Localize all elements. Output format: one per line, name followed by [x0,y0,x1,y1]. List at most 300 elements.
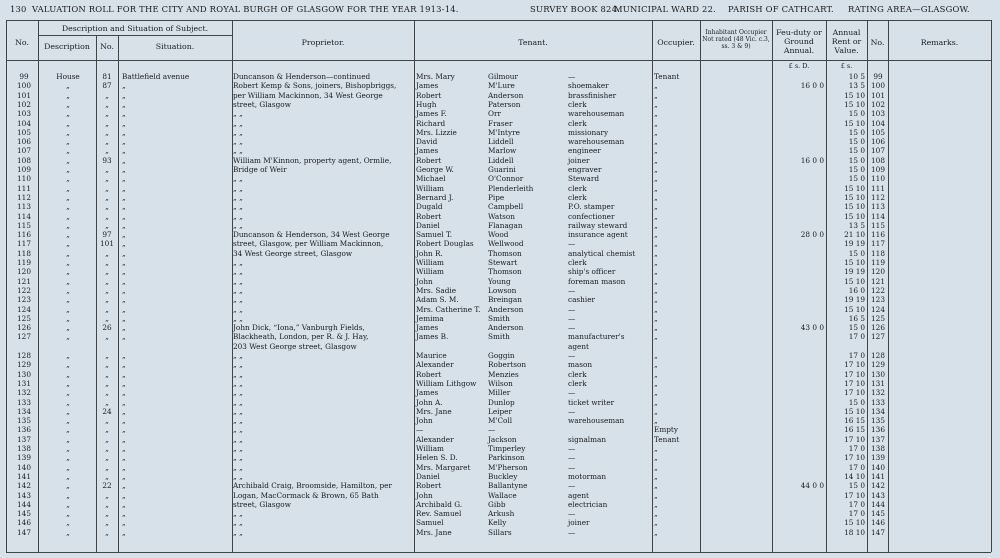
cell-no2: 147 [871,527,885,537]
cell-no: 109 [17,165,31,174]
cell-no: 117 [17,239,31,249]
table-row [0,193,1000,202]
cell-desc: „ [66,230,70,240]
cell-prop: „ „ [233,462,243,472]
cell-desc: „ [66,453,70,463]
cell-rent: 17 0 [848,351,865,360]
table-row [0,379,1000,388]
cell-no: 137 [17,434,31,444]
cell-occ: warehouseman [568,109,625,119]
table-row [0,360,1000,369]
cell-occ: ticket writer [568,397,615,407]
cell-prop: Duncanson & Henderson, 34 West George [233,230,390,240]
cell-prop: „ „ [233,527,243,537]
cell-occupier: „ [654,490,658,500]
cell-tlast: Arkush [488,509,515,519]
cell-sit: „ [122,295,126,305]
cell-no: 119 [17,258,31,267]
cell-no2: 133 [871,397,885,407]
cell-occupier: „ [654,192,658,202]
cell-tfirst: Robert [416,211,442,221]
cell-feu: 43 0 0 [800,323,824,333]
cell-occ: — [568,453,576,463]
cell-sit: „ [122,230,126,240]
table-row [0,407,1000,416]
cell-rent: 15 10 [844,202,865,212]
cell-occupier: „ [654,397,658,407]
cell-desc: „ [66,499,70,509]
cell-no: 136 [17,425,31,435]
cell-no2: 146 [871,518,885,528]
cell-prop: „ „ [233,118,243,128]
cell-desc: „ [66,211,70,221]
cell-occupier: „ [654,378,658,388]
cell-sit: „ [122,490,126,500]
cell-tlast: Flanagan [488,220,523,230]
cell-desc: „ [66,369,70,379]
cell-prop: „ „ [233,453,243,463]
cell-occupier: „ [654,109,658,119]
cell-no: 106 [17,137,31,147]
cell-prop: „ „ [233,425,243,435]
cell-sit: „ [122,202,126,212]
cell-no: 143 [17,490,31,500]
cell-tfirst: John R. [416,248,443,258]
table-row [0,100,1000,109]
cell-num: „ [105,127,109,137]
table-row [0,128,1000,137]
cell-no2: 109 [871,165,885,174]
rating-area: RATING AREA—GLASGOW. [848,4,970,14]
cell-tfirst: James [416,146,439,156]
cell-rent: 17 10 [844,369,865,379]
cell-no: 115 [17,220,31,230]
cell-prop: William M'Kinnon, property agent, Ormlie, [233,155,392,165]
municipal-ward: MUNICIPAL WARD 22. [614,4,716,14]
cell-sit: „ [122,425,126,435]
cell-occupier: „ [654,406,658,416]
cell-rent: 10 5 [848,72,865,81]
cell-num: „ [105,285,109,295]
cell-tlast: Gilmour [488,72,518,81]
cell-prop: „ „ [233,351,243,360]
table-row [0,444,1000,453]
cell-sit: „ [122,416,126,426]
cell-tfirst: Robert Douglas [416,239,474,249]
table-row [0,388,1000,397]
cell-tlast: Wood [488,230,509,240]
cell-occupier: „ [654,518,658,528]
cell-no: 105 [17,127,31,137]
cell-occupier: „ [654,527,658,537]
cell-prop: per William Mackinnon, 34 West George [233,90,383,100]
cell-occupier: „ [654,351,658,360]
cell-occ: foreman mason [568,276,626,286]
cell-desc: „ [66,285,70,295]
cell-tfirst: David [416,137,438,147]
cell-tlast: Thomson [488,248,522,258]
cell-occ: joiner [568,155,590,165]
cell-occ: analytical chemist [568,248,636,258]
cell-num: 24 [102,406,112,416]
cell-tlast: M'Pherson [488,462,528,472]
cell-tfirst: Dugald [416,202,443,212]
cell-sit: „ [122,332,126,342]
cell-num: „ [105,444,109,453]
cell-no: 118 [17,248,31,258]
cell-occupier: „ [654,304,658,314]
cell-tlast: M'Coll [488,416,513,426]
cell-sit: „ [122,118,126,128]
cell-occupier: „ [654,471,658,481]
cell-prop: „ „ [233,258,243,267]
cell-tlast: Miller [488,388,511,398]
cell-rent: 15 10 [844,276,865,286]
cell-tfirst: — [416,425,424,435]
cell-tfirst: Helen S. D. [416,453,458,463]
table-row [0,518,1000,527]
cell-rent: 17 10 [844,378,865,388]
cell-sit: „ [122,304,126,314]
cell-occ: motorman [568,471,607,481]
cell-sit: „ [122,360,126,370]
col-tenant: Tenant. [518,38,548,47]
cell-tlast: Anderson [488,90,524,100]
cell-desc: „ [66,360,70,370]
cell-occupier: „ [654,211,658,221]
cell-occ: Steward [568,174,600,184]
cell-no2: 122 [871,285,885,295]
cell-desc: „ [66,509,70,519]
cell-occ: warehouseman [568,137,625,147]
cell-tlast: Parkinson [488,453,525,463]
cell-occ: railway steward [568,220,628,230]
cell-no: 103 [17,109,31,119]
cell-sit: „ [122,109,126,119]
cell-rent: 16 15 [844,416,865,426]
cell-num: „ [105,369,109,379]
cell-sit: „ [122,378,126,388]
cell-occ: electrician [568,499,608,509]
cell-tfirst: Jemima [416,313,444,323]
cell-prop: 34 West George street, Glasgow [233,248,353,258]
cell-prop: „ „ [233,109,243,119]
cell-no2: 144 [871,499,885,509]
cell-sit: „ [122,174,126,184]
cell-tlast: Orr [488,109,501,119]
cell-sit: „ [122,137,126,147]
cell-tfirst: James [416,388,439,398]
cell-num: „ [105,174,109,184]
cell-prop: „ „ [233,434,243,444]
cell-prop: Blackheath, London, per R. & J. Hay, [233,332,369,342]
cell-desc: „ [66,295,70,305]
table-row [0,370,1000,379]
cell-occ: clerk [568,99,587,109]
cell-tlast: Young [488,276,511,286]
cell-no: 146 [17,518,31,528]
cell-tlast: Anderson [488,323,524,333]
cell-tfirst: Robert [416,369,442,379]
cell-prop: „ „ [233,509,243,519]
cell-no2: 100 [871,81,885,91]
cell-num: „ [105,388,109,398]
cell-feu: 44 0 0 [800,481,824,491]
cell-feu: 28 0 0 [800,230,824,240]
col-feuduty: Feu-duty or Ground Annual. [776,28,822,55]
cell-no: 126 [17,323,31,333]
cell-num: „ [105,304,109,314]
cell-no: 138 [17,444,31,453]
page-header [10,4,990,18]
cell-occ: — [568,72,576,81]
cell-rent: 19 19 [844,239,865,249]
cell-occ: — [568,406,576,416]
cell-rent: 15 0 [848,174,865,184]
cell-prop: „ „ [233,378,243,388]
roll-title: VALUATION ROLL FOR THE CITY AND ROYAL BURGH OF GLASGOW FOR THE YEAR 1913-14. [32,4,459,14]
cell-tfirst: William [416,444,444,453]
cell-tlast: Ballantyne [488,481,528,491]
cell-prop: „ „ [233,444,243,453]
cell-tlast: Fraser [488,118,513,128]
cell-rent: 15 0 [848,137,865,147]
table-row [0,109,1000,118]
cell-no: 114 [17,211,31,221]
cell-occupier: „ [654,481,658,491]
cell-no: 100 [17,81,31,91]
cell-tlast: Stewart [488,258,518,267]
cell-occupier: „ [654,453,658,463]
cell-no: 124 [17,304,31,314]
table-row [0,258,1000,267]
cell-prop: „ „ [233,406,243,416]
cell-no: 116 [17,230,31,240]
cell-no2: 141 [871,471,885,481]
cell-no2: 115 [871,220,885,230]
cell-num: „ [105,471,109,481]
cell-occupier: „ [654,499,658,509]
cell-occ: cashier [568,295,596,305]
cell-rent: 15 0 [848,146,865,156]
cell-occupier: „ [654,313,658,323]
cell-tfirst: Mrs. Margaret [416,462,471,472]
cell-occ: clerk [568,183,587,193]
table-row [0,165,1000,174]
cell-tlast: O'Connor [488,174,524,184]
cell-num: „ [105,425,109,435]
cell-occ: — [568,313,576,323]
table-row [0,81,1000,90]
cell-desc: „ [66,276,70,286]
cell-no2: 105 [871,127,885,137]
cell-prop: „ „ [233,192,243,202]
cell-rent: 17 0 [848,509,865,519]
cell-no2: 114 [871,211,885,221]
cell-no2: 110 [871,174,885,184]
cell-no: 121 [17,276,31,286]
cell-prop: „ „ [233,397,243,407]
cell-prop: Logan, MacCormack & Brown, 65 Bath [233,490,379,500]
cell-no2: 121 [871,276,885,286]
cell-prop: „ „ [233,369,243,379]
cell-prop: Bridge of Weir [233,165,287,174]
cell-occ: — [568,239,576,249]
cell-no: 128 [17,351,31,360]
cell-num: „ [105,527,109,537]
cell-rent: 17 0 [848,332,865,342]
cell-num: „ [105,202,109,212]
cell-rent: 15 10 [844,192,865,202]
cell-prop: „ „ [233,313,243,323]
cell-sit: „ [122,434,126,444]
cell-tfirst: Samuel [416,518,444,528]
cell-no: 133 [17,397,31,407]
cell-no2: 129 [871,360,885,370]
table-row [0,435,1000,444]
table-row [0,509,1000,518]
cell-desc: „ [66,313,70,323]
cell-rent: 18 10 [844,527,865,537]
cell-rent: 16 15 [844,425,865,435]
cell-rent: 19 19 [844,267,865,277]
cell-tlast: Smith [488,332,510,342]
cell-occupier: „ [654,81,658,91]
cell-num: 22 [102,481,112,491]
cell-occ: — [568,462,576,472]
cell-no2: 116 [871,230,885,240]
cell-rent: 16 0 [848,285,865,295]
cell-desc: „ [66,462,70,472]
cell-tfirst: John [416,490,433,500]
cell-tlast: Dunlop [488,397,515,407]
cell-occupier: „ [654,146,658,156]
cell-desc: „ [66,174,70,184]
table-row [0,425,1000,434]
cell-tlast: Thomson [488,267,522,277]
cell-tfirst: James [416,81,439,91]
cell-num: „ [105,183,109,193]
table-row [0,295,1000,304]
cell-no2: 113 [871,202,885,212]
cell-tfirst: John A. [416,397,443,407]
table-row [0,491,1000,500]
cell-occ: engineer [568,146,601,156]
cell-no: 131 [17,378,31,388]
cell-no: 102 [17,99,31,109]
cell-tfirst: Robert [416,90,442,100]
cell-sit: „ [122,471,126,481]
cell-prop: 203 West George street, Glasgow [233,341,357,351]
cell-sit: „ [122,155,126,165]
cell-tlast: Wilson [488,378,513,388]
cell-num: „ [105,453,109,463]
cell-no: 120 [17,267,31,277]
cell-tlast: Marlow [488,146,517,156]
cell-rent: 15 10 [844,304,865,314]
cell-no2: 108 [871,155,885,165]
cell-rent: 13 5 [848,220,865,230]
cell-tlast: Leiper [488,406,512,416]
table-row [0,528,1000,537]
cell-sit: „ [122,397,126,407]
cell-sit: „ [122,388,126,398]
cell-occ: clerk [568,192,587,202]
cell-occupier: „ [654,267,658,277]
cell-rent: 17 10 [844,360,865,370]
col-situation: Situation. [155,42,195,51]
cell-prop: Archibald Craig, Broomside, Hamilton, per [233,481,392,491]
cell-occupier: „ [654,360,658,370]
cell-desc: „ [66,192,70,202]
table-row [0,72,1000,81]
cell-num: „ [105,434,109,444]
cell-occupier: „ [654,323,658,333]
table-row [0,351,1000,360]
cell-desc: „ [66,202,70,212]
cell-no2: 135 [871,416,885,426]
cell-occupier: Tenant [654,72,680,81]
cell-rent: 16 5 [848,313,865,323]
cell-sit: „ [122,462,126,472]
cell-prop: „ „ [233,202,243,212]
cell-no2: 104 [871,118,885,128]
cell-desc: „ [66,239,70,249]
cell-tfirst: Adam S. M. [416,295,459,305]
col-rent-units: £ s. [840,62,853,70]
cell-tfirst: Hugh [416,99,437,109]
cell-rent: 13 5 [848,81,865,91]
cell-sit: „ [122,81,126,91]
cell-prop: street, Glasgow, per William Mackinnon, [233,239,384,249]
cell-sit: „ [122,183,126,193]
table-row [0,239,1000,248]
table-row [0,277,1000,286]
cell-tlast: Menzies [488,369,519,379]
table-row [0,146,1000,155]
cell-sit: „ [122,406,126,416]
cell-prop: Duncanson & Henderson—continued [233,72,371,81]
cell-rent: 14 10 [844,471,865,481]
cell-no2: 131 [871,378,885,388]
col-remarks: Remarks. [920,38,959,47]
cell-desc: „ [66,332,70,342]
cell-desc: House [56,72,80,81]
cell-no2: 142 [871,481,885,491]
cell-no: 144 [17,499,31,509]
cell-no2: 145 [871,509,885,519]
cell-sit: „ [122,509,126,519]
table-row [0,481,1000,490]
cell-tlast: Paterson [488,99,521,109]
cell-sit: „ [122,258,126,267]
cell-rent: 21 10 [844,230,865,240]
cell-rent: 17 10 [844,434,865,444]
cell-occupier: „ [654,90,658,100]
cell-no: 122 [17,285,31,295]
cell-no2: 137 [871,434,885,444]
cell-sit: „ [122,351,126,360]
cell-no: 130 [17,369,31,379]
cell-sit: „ [122,165,126,174]
cell-prop: „ „ [233,295,243,305]
table-row [0,221,1000,230]
table-row [0,305,1000,314]
cell-desc: „ [66,99,70,109]
cell-no2: 99 [873,72,883,81]
cell-occ: mason [568,360,593,370]
cell-no: 113 [17,202,31,212]
